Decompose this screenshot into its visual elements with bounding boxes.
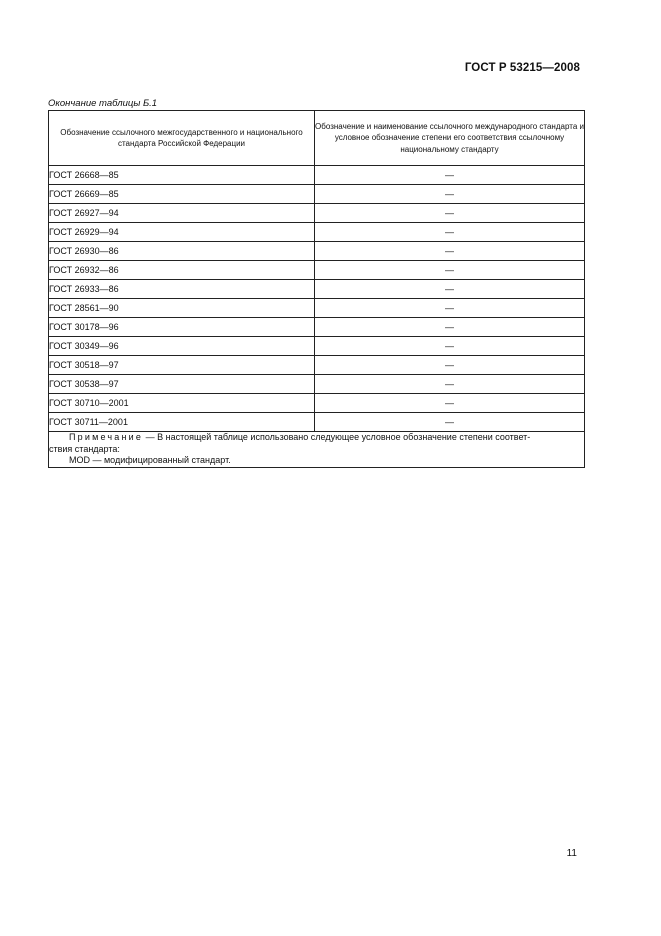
table-row	[49, 375, 585, 394]
correspondence-cell: —	[315, 185, 585, 204]
standard-designation-cell: ГОСТ 30518—97	[49, 356, 315, 375]
note-line-3: MOD — модифицированный стандарт.	[69, 455, 231, 465]
table-row	[49, 356, 585, 375]
reference-standards-table	[48, 110, 585, 468]
document-code: ГОСТ Р 53215—2008	[464, 62, 580, 74]
table-row	[49, 223, 585, 242]
correspondence-cell: —	[315, 223, 585, 242]
correspondence-cell: —	[315, 318, 585, 337]
table-row	[49, 318, 585, 337]
standard-designation-cell: ГОСТ 28561—90	[49, 299, 315, 318]
table-note	[49, 432, 585, 468]
note-label: Примечание	[69, 432, 144, 442]
table-row	[49, 242, 585, 261]
standard-designation-cell: ГОСТ 30710—2001	[49, 394, 315, 413]
standard-designation-cell: ГОСТ 26932—86	[49, 261, 315, 280]
table-row	[49, 166, 585, 185]
table-row	[49, 299, 585, 318]
note-line-1	[49, 432, 584, 444]
table-caption: Окончание таблицы Б.1	[48, 98, 158, 109]
header-international-standard: Обозначение и наименование ссылочного международного стандарта и условное обозначение степени его соответствия ссылочному национальному стандарту	[315, 111, 585, 166]
correspondence-cell: —	[315, 299, 585, 318]
correspondence-cell: —	[315, 166, 585, 185]
standard-designation-cell: ГОСТ 26669—85	[49, 185, 315, 204]
correspondence-cell: —	[315, 356, 585, 375]
standard-designation-cell: ГОСТ 26929—94	[49, 223, 315, 242]
table-row	[49, 280, 585, 299]
table-row	[49, 185, 585, 204]
standard-designation-cell: ГОСТ 26930—86	[49, 242, 315, 261]
table-note-row	[49, 432, 585, 468]
correspondence-cell: —	[315, 337, 585, 356]
correspondence-cell: —	[315, 375, 585, 394]
table-row	[49, 261, 585, 280]
table-header-row	[49, 111, 585, 166]
standard-designation-cell: ГОСТ 30538—97	[49, 375, 315, 394]
correspondence-cell: —	[315, 242, 585, 261]
correspondence-cell: —	[315, 261, 585, 280]
correspondence-cell: —	[315, 394, 585, 413]
correspondence-cell: —	[315, 413, 585, 432]
standard-designation-cell: ГОСТ 30178—96	[49, 318, 315, 337]
standard-designation-cell: ГОСТ 26668—85	[49, 166, 315, 185]
table-body	[49, 166, 585, 432]
correspondence-cell: —	[315, 204, 585, 223]
page-number: 11	[566, 848, 577, 859]
standard-designation-cell: ГОСТ 26927—94	[49, 204, 315, 223]
table-row	[49, 413, 585, 432]
standard-designation-cell: ГОСТ 26933—86	[49, 280, 315, 299]
header-national-standard: Обозначение ссылочного межгосударственного и национального стандарта Российской Федерации	[49, 111, 315, 166]
standard-designation-cell: ГОСТ 30711—2001	[49, 413, 315, 432]
note-line-2: ствия стандарта:	[49, 443, 120, 454]
table-row	[49, 337, 585, 356]
correspondence-cell: —	[315, 280, 585, 299]
table-row	[49, 204, 585, 223]
note-text-1: — В настоящей таблице использовано следующее условное обозначение степени соответ-	[143, 432, 531, 442]
table-row	[49, 394, 585, 413]
standard-designation-cell: ГОСТ 30349—96	[49, 337, 315, 356]
